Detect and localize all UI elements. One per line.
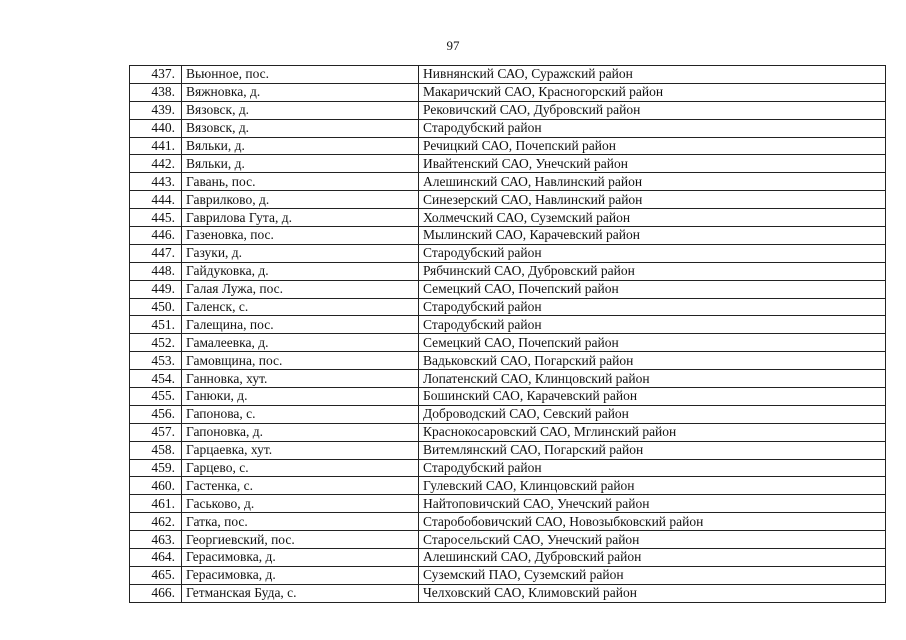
settlement-name: Гаськово, д. [182, 495, 419, 513]
settlements-table-body [130, 66, 886, 603]
row-number: 444. [130, 191, 182, 209]
settlement-name: Гапоновка, д. [182, 423, 419, 441]
administrative-unit: Семецкий САО, Почепский район [419, 280, 886, 298]
table-row [130, 83, 886, 101]
administrative-unit: Старобобовичский САО, Новозыбковский район [419, 513, 886, 531]
row-number: 438. [130, 83, 182, 101]
settlement-name: Гарцаевка, хут. [182, 441, 419, 459]
settlement-name: Ганновка, хут. [182, 370, 419, 388]
table-row [130, 566, 886, 584]
table-row [130, 66, 886, 84]
administrative-unit: Гулевский САО, Клинцовский район [419, 477, 886, 495]
table-row [130, 513, 886, 531]
administrative-unit: Стародубский район [419, 119, 886, 137]
administrative-unit: Суземский ПАО, Суземский район [419, 566, 886, 584]
settlement-name: Гарцево, с. [182, 459, 419, 477]
table-row [130, 137, 886, 155]
table-row [130, 459, 886, 477]
administrative-unit: Синезерский САО, Навлинский район [419, 191, 886, 209]
table-row [130, 549, 886, 567]
row-number: 437. [130, 66, 182, 84]
settlement-name: Вяльки, д. [182, 137, 419, 155]
table-row [130, 584, 886, 602]
table-row [130, 316, 886, 334]
administrative-unit: Ивайтенский САО, Унечский район [419, 155, 886, 173]
row-number: 463. [130, 531, 182, 549]
table-row [130, 477, 886, 495]
table-row [130, 531, 886, 549]
row-number: 442. [130, 155, 182, 173]
table-row [130, 334, 886, 352]
row-number: 456. [130, 405, 182, 423]
administrative-unit: Рябчинский САО, Дубровский район [419, 262, 886, 280]
table-row [130, 173, 886, 191]
table-row [130, 370, 886, 388]
settlement-name: Гастенка, с. [182, 477, 419, 495]
settlement-name: Ганюки, д. [182, 388, 419, 406]
table-row [130, 388, 886, 406]
settlement-name: Георгиевский, пос. [182, 531, 419, 549]
administrative-unit: Стародубский район [419, 244, 886, 262]
row-number: 448. [130, 262, 182, 280]
settlement-name: Газеновка, пос. [182, 227, 419, 245]
settlement-name: Галая Лужа, пос. [182, 280, 419, 298]
administrative-unit: Стародубский район [419, 298, 886, 316]
administrative-unit: Краснокосаровский САО, Мглинский район [419, 423, 886, 441]
table-row [130, 352, 886, 370]
settlement-name: Вязовск, д. [182, 119, 419, 137]
settlement-name: Гатка, пос. [182, 513, 419, 531]
settlement-name: Вяжновка, д. [182, 83, 419, 101]
settlement-name: Гавань, пос. [182, 173, 419, 191]
settlement-name: Герасимовка, д. [182, 549, 419, 567]
administrative-unit: Стародубский район [419, 459, 886, 477]
administrative-unit: Макаричский САО, Красногорский район [419, 83, 886, 101]
settlement-name: Вяльки, д. [182, 155, 419, 173]
settlement-name: Газуки, д. [182, 244, 419, 262]
administrative-unit: Витемлянский САО, Погарский район [419, 441, 886, 459]
table-row [130, 495, 886, 513]
settlement-name: Вязовск, д. [182, 101, 419, 119]
row-number: 447. [130, 244, 182, 262]
administrative-unit: Вадьковский САО, Погарский район [419, 352, 886, 370]
row-number: 445. [130, 209, 182, 227]
row-number: 457. [130, 423, 182, 441]
row-number: 450. [130, 298, 182, 316]
settlement-name: Гайдуковка, д. [182, 262, 419, 280]
row-number: 458. [130, 441, 182, 459]
row-number: 464. [130, 549, 182, 567]
administrative-unit: Старосельский САО, Унечский район [419, 531, 886, 549]
row-number: 446. [130, 227, 182, 245]
settlement-name: Гетманская Буда, с. [182, 584, 419, 602]
administrative-unit: Лопатенский САО, Клинцовский район [419, 370, 886, 388]
settlement-name: Гамовщина, пос. [182, 352, 419, 370]
settlements-table [129, 65, 886, 603]
settlement-name: Галенск, с. [182, 298, 419, 316]
row-number: 449. [130, 280, 182, 298]
row-number: 466. [130, 584, 182, 602]
administrative-unit: Доброводский САО, Севский район [419, 405, 886, 423]
administrative-unit: Алешинский САО, Дубровский район [419, 549, 886, 567]
settlement-name: Вьюнное, пос. [182, 66, 419, 84]
row-number: 453. [130, 352, 182, 370]
settlement-name: Гаврилково, д. [182, 191, 419, 209]
row-number: 455. [130, 388, 182, 406]
table-row [130, 423, 886, 441]
row-number: 461. [130, 495, 182, 513]
row-number: 440. [130, 119, 182, 137]
row-number: 460. [130, 477, 182, 495]
table-row [130, 244, 886, 262]
table-row [130, 191, 886, 209]
row-number: 441. [130, 137, 182, 155]
settlement-name: Гапонова, с. [182, 405, 419, 423]
settlement-name: Галещина, пос. [182, 316, 419, 334]
settlement-name: Гамалеевка, д. [182, 334, 419, 352]
administrative-unit: Бошинский САО, Карачевский район [419, 388, 886, 406]
administrative-unit: Речицкий САО, Почепский район [419, 137, 886, 155]
table-row [130, 298, 886, 316]
row-number: 439. [130, 101, 182, 119]
administrative-unit: Алешинский САО, Навлинский район [419, 173, 886, 191]
administrative-unit: Мылинский САО, Карачевский район [419, 227, 886, 245]
table-row [130, 209, 886, 227]
table-row [130, 441, 886, 459]
row-number: 459. [130, 459, 182, 477]
administrative-unit: Челховский САО, Климовский район [419, 584, 886, 602]
table-row [130, 119, 886, 137]
row-number: 451. [130, 316, 182, 334]
administrative-unit: Найтоповичский САО, Унечский район [419, 495, 886, 513]
table-row [130, 280, 886, 298]
row-number: 462. [130, 513, 182, 531]
administrative-unit: Рековичский САО, Дубровский район [419, 101, 886, 119]
administrative-unit: Нивнянский САО, Суражский район [419, 66, 886, 84]
row-number: 443. [130, 173, 182, 191]
table-row [130, 101, 886, 119]
administrative-unit: Стародубский район [419, 316, 886, 334]
row-number: 452. [130, 334, 182, 352]
administrative-unit: Холмечский САО, Суземский район [419, 209, 886, 227]
page-number: 97 [446, 38, 460, 53]
settlement-name: Герасимовка, д. [182, 566, 419, 584]
table-row [130, 262, 886, 280]
table-row [130, 405, 886, 423]
administrative-unit: Семецкий САО, Почепский район [419, 334, 886, 352]
row-number: 465. [130, 566, 182, 584]
settlement-name: Гаврилова Гута, д. [182, 209, 419, 227]
table-row [130, 155, 886, 173]
table-row [130, 227, 886, 245]
row-number: 454. [130, 370, 182, 388]
